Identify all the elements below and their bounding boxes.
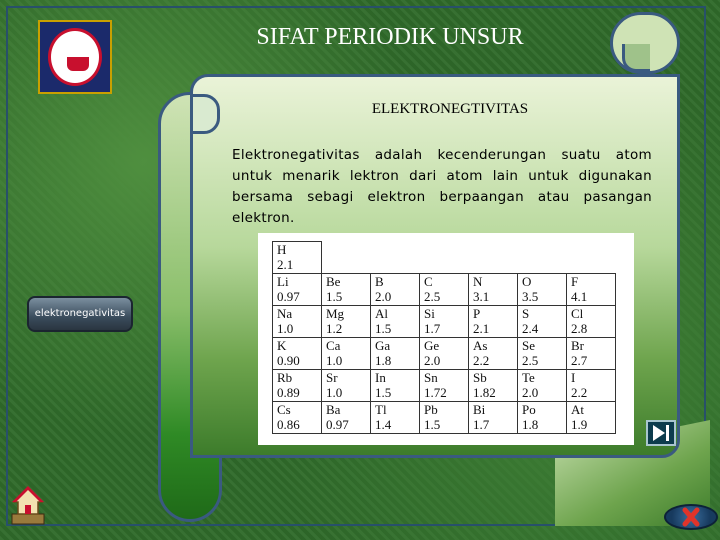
electronegativity-value: 2.2 — [473, 353, 490, 368]
element-symbol: In — [375, 370, 386, 385]
electronegativity-value: 2.5 — [522, 353, 539, 368]
empty-cell — [518, 242, 567, 274]
table-row — [273, 274, 616, 306]
element-cell — [420, 306, 469, 338]
electronegativity-value: 0.97 — [277, 289, 300, 304]
element-symbol: S — [522, 306, 530, 321]
logo-emblem — [48, 28, 102, 86]
electronegativity-value: 2.4 — [522, 321, 539, 336]
element-symbol: Br — [571, 338, 584, 353]
electronegativity-value: 1.72 — [424, 385, 447, 400]
element-cell — [322, 306, 371, 338]
home-icon[interactable] — [10, 484, 46, 526]
element-symbol: Na — [277, 306, 293, 321]
element-symbol: Po — [522, 402, 536, 417]
element-cell — [371, 370, 420, 402]
close-icon — [666, 506, 716, 528]
electronegativity-value: 1.0 — [326, 353, 343, 368]
close-button[interactable] — [664, 504, 718, 530]
element-symbol: I — [571, 370, 576, 385]
element-symbol: Sb — [473, 370, 487, 385]
element-symbol: H — [277, 242, 287, 257]
element-symbol: Li — [277, 274, 289, 289]
slide-title: SIFAT PERIODIK UNSUR — [256, 24, 524, 50]
electronegativity-value: 2.0 — [522, 385, 539, 400]
element-cell — [567, 274, 616, 306]
element-cell — [273, 242, 322, 274]
electronegativity-value: 1.2 — [326, 321, 343, 336]
element-symbol: Ca — [326, 338, 341, 353]
element-cell — [273, 274, 322, 306]
element-cell — [518, 306, 567, 338]
element-cell — [518, 274, 567, 306]
element-cell — [567, 306, 616, 338]
periodic-table-grid — [272, 241, 616, 434]
element-cell — [273, 306, 322, 338]
electronegativity-value: 1.82 — [473, 385, 496, 400]
element-cell — [469, 370, 518, 402]
table-row — [273, 306, 616, 338]
electronegativity-value: 0.86 — [277, 417, 300, 432]
electronegativity-value: 2.1 — [473, 321, 490, 336]
definition-text: Elektronegativitas adalah kecenderungan suatu atom untuk menarik lektron dari atom lain untuk digunakan bersama sebagi elektron berpaangan atau pasangan elektron. — [232, 147, 652, 226]
element-cell — [273, 370, 322, 402]
element-symbol: Te — [522, 370, 535, 385]
element-cell — [420, 370, 469, 402]
scroll-left-cap — [190, 94, 220, 134]
next-slide-button[interactable] — [646, 420, 676, 446]
electronegativity-value: 1.8 — [522, 417, 539, 432]
empty-cell — [371, 242, 420, 274]
element-symbol: Se — [522, 338, 535, 353]
next-icon — [648, 422, 674, 444]
logo-ship-icon — [67, 57, 89, 71]
electronegativity-value: 2.5 — [424, 289, 441, 304]
element-symbol: Ga — [375, 338, 391, 353]
element-symbol: B — [375, 274, 384, 289]
element-cell — [371, 274, 420, 306]
electronegativity-nav-button[interactable]: elektronegativitas — [27, 296, 133, 332]
empty-cell — [469, 242, 518, 274]
empty-cell — [420, 242, 469, 274]
element-symbol: Sn — [424, 370, 438, 385]
electronegativity-value: 3.5 — [522, 289, 539, 304]
electronegativity-value: 2.7 — [571, 353, 588, 368]
electronegativity-value: 1.5 — [326, 289, 343, 304]
element-cell — [371, 306, 420, 338]
element-symbol: O — [522, 274, 532, 289]
electronegativity-value: 1.7 — [424, 321, 441, 336]
electronegativity-value: 1.4 — [375, 417, 392, 432]
element-cell — [469, 306, 518, 338]
element-cell — [322, 402, 371, 434]
element-cell — [469, 338, 518, 370]
element-symbol: F — [571, 274, 579, 289]
element-cell — [567, 338, 616, 370]
electronegativity-value: 0.89 — [277, 385, 300, 400]
section-subtitle: ELEKTRONEGTIVITAS — [371, 101, 529, 117]
element-symbol: Pb — [424, 402, 438, 417]
element-cell — [322, 274, 371, 306]
element-symbol: Cs — [277, 402, 291, 417]
element-symbol: As — [473, 338, 488, 353]
element-symbol: Al — [375, 306, 388, 321]
element-cell — [273, 402, 322, 434]
element-symbol: Rb — [277, 370, 293, 385]
element-symbol: C — [424, 274, 433, 289]
element-cell — [518, 370, 567, 402]
electronegativity-value: 1.9 — [571, 417, 588, 432]
element-symbol: Cl — [571, 306, 584, 321]
electronegativity-value: 1.5 — [424, 417, 441, 432]
element-symbol: Bi — [473, 402, 486, 417]
table-row — [273, 402, 616, 434]
element-symbol: K — [277, 338, 287, 353]
element-cell — [567, 402, 616, 434]
element-symbol: P — [473, 306, 481, 321]
electronegativity-value: 0.90 — [277, 353, 300, 368]
element-cell — [322, 370, 371, 402]
element-symbol: Ge — [424, 338, 440, 353]
element-cell — [420, 402, 469, 434]
empty-cell — [322, 242, 371, 274]
empty-cell — [567, 242, 616, 274]
element-cell — [371, 402, 420, 434]
electronegativity-value: 2.1 — [277, 257, 294, 272]
table-row — [273, 370, 616, 402]
table-row — [273, 338, 616, 370]
element-cell — [469, 402, 518, 434]
element-symbol: Tl — [375, 402, 387, 417]
element-cell — [518, 402, 567, 434]
electronegativity-value: 2.0 — [424, 353, 441, 368]
electronegativity-value: 1.0 — [326, 385, 343, 400]
element-symbol: Ba — [326, 402, 341, 417]
element-cell — [322, 338, 371, 370]
electronegativity-value: 3.1 — [473, 289, 490, 304]
element-symbol: Sr — [326, 370, 338, 385]
element-symbol: Si — [424, 306, 435, 321]
element-symbol: Mg — [326, 306, 345, 321]
element-cell — [420, 338, 469, 370]
element-cell — [273, 338, 322, 370]
table-row — [273, 242, 616, 274]
electronegativity-value: 0.97 — [326, 417, 349, 432]
scroll-top-curl — [622, 44, 650, 72]
electronegativity-value: 1.5 — [375, 321, 392, 336]
electronegativity-value: 1.7 — [473, 417, 490, 432]
electronegativity-value: 2.0 — [375, 289, 392, 304]
electronegativity-value: 4.1 — [571, 289, 588, 304]
electronegativity-value: 1.0 — [277, 321, 294, 336]
element-cell — [567, 370, 616, 402]
element-cell — [371, 338, 420, 370]
electronegativity-value: 1.5 — [375, 385, 392, 400]
element-cell — [469, 274, 518, 306]
element-symbol: At — [571, 402, 584, 417]
element-symbol: N — [473, 274, 483, 289]
electronegativity-value: 1.8 — [375, 353, 392, 368]
school-logo — [38, 20, 112, 94]
element-cell — [518, 338, 567, 370]
electronegativity-value: 2.2 — [571, 385, 588, 400]
element-symbol: Be — [326, 274, 341, 289]
element-cell — [420, 274, 469, 306]
electronegativity-value: 2.8 — [571, 321, 588, 336]
electronegativity-table — [258, 233, 634, 445]
